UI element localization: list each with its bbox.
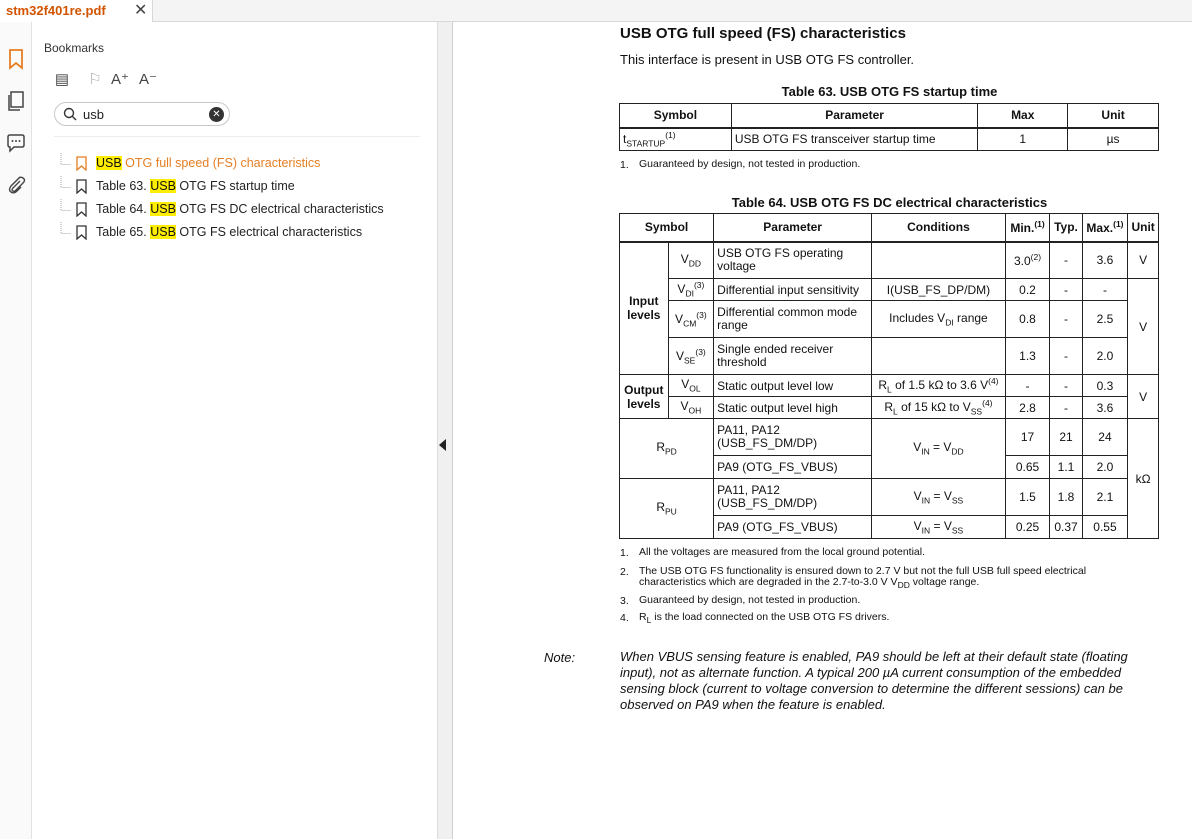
bookmark-icon <box>75 156 88 171</box>
table-63-caption: Table 63. USB OTG FS startup time <box>781 84 998 99</box>
collapse-panel-icon[interactable] <box>439 439 446 451</box>
table-cell <box>872 338 1006 375</box>
table-header: Parameter <box>714 214 872 242</box>
section-title: USB OTG full speed (FS) characteristics <box>620 25 906 42</box>
table-cell: $V_{OH}$ <box>668 397 714 419</box>
table-cell: PA9 (OTG_FS_VBUS) <box>714 516 872 539</box>
table-cell: $R_L$ of 15 kΩ to $V_{SS}^{(4)}$ <box>872 397 1006 419</box>
table-cell: - <box>1050 397 1082 419</box>
table-cell: Differential input sensitivity <box>714 279 872 301</box>
table-64 <box>619 213 1159 539</box>
table-cell: Single ended receiver threshold <box>714 338 872 375</box>
table-cell: $R_{PD}$ <box>620 419 714 479</box>
table-cell: 2.0 <box>1082 338 1128 375</box>
search-highlight: USB <box>150 179 176 193</box>
table-cell: 24 <box>1082 419 1128 456</box>
document-page <box>454 22 1192 839</box>
table-cell: Includes $V_{DI}$ range <box>872 301 1006 338</box>
table-cell: 3.6 <box>1082 397 1128 419</box>
add-bookmark-icon[interactable]: ⚐ <box>88 71 102 88</box>
table-header: Unit <box>1128 214 1159 242</box>
table-row <box>620 375 1159 397</box>
table-cell: $V_{OL}$ <box>668 375 714 397</box>
table-header: Symbol <box>620 214 714 242</box>
tab-bar <box>0 0 1192 22</box>
table-cell: - <box>1050 279 1082 301</box>
table-cell: 0.3 <box>1082 375 1128 397</box>
table-row <box>620 479 1159 516</box>
table-cell: 2.5 <box>1082 301 1128 338</box>
table-cell: PA11, PA12 (USB_FS_DM/DP) <box>714 419 872 456</box>
tree-connector <box>60 199 72 222</box>
table-cell: 2.1 <box>1082 479 1128 516</box>
clear-search-icon[interactable]: ✕ <box>209 107 224 122</box>
panel-title: Bookmarks <box>44 41 105 55</box>
table-header: Conditions <box>872 214 1006 242</box>
table-cell: I(USB_FS_DP/DM) <box>872 279 1006 301</box>
bookmark-list <box>60 153 430 245</box>
tab-title[interactable]: stm32f401re.pdf <box>6 3 106 18</box>
table-cell: - <box>1050 301 1082 338</box>
table-header: Parameter <box>731 104 977 128</box>
table-cell: V <box>1128 242 1159 279</box>
table-cell: kΩ <box>1128 419 1159 539</box>
table-cell: 1 <box>978 128 1068 151</box>
table-cell: µs <box>1068 128 1159 151</box>
table-cell: $V_{IN} = V_{DD}$ <box>872 419 1006 479</box>
table-row <box>620 301 1159 338</box>
table-cell: $V_{IN} = V_{SS}$ <box>872 479 1006 516</box>
table-cell: - <box>1005 375 1050 397</box>
decrease-font-icon[interactable]: A⁻ <box>139 71 157 88</box>
table-header: Unit <box>1068 104 1159 128</box>
bookmark-icon[interactable] <box>5 48 27 70</box>
bookmark-icon <box>75 225 88 240</box>
bookmark-item[interactable]: Table 63. USB OTG FS startup time <box>60 176 430 199</box>
increase-font-icon[interactable]: A⁺ <box>111 71 129 88</box>
table-cell: Static output level high <box>714 397 872 419</box>
document-tab[interactable] <box>0 0 153 22</box>
table-cell: PA9 (OTG_FS_VBUS) <box>714 456 872 479</box>
close-tab-icon[interactable]: ✕ <box>134 2 148 19</box>
bookmark-item[interactable]: Table 65. USB OTG FS electrical characteristics <box>60 222 430 245</box>
table-cell: 0.2 <box>1005 279 1050 301</box>
table-cell <box>872 242 1006 279</box>
footnote: 2. The USB OTG FS functionality is ensured down to 2.7 V but not the full USB full speed electrical characteristics which are degraded in the 2.7-to-3.0 V $V_{DD}$ voltage range. <box>620 565 1087 591</box>
sidebar-rail <box>0 22 32 839</box>
table-cell: Static output level low <box>714 375 872 397</box>
table-cell: 0.25 <box>1005 516 1050 539</box>
table-cell: USB OTG FS operating voltage <box>714 242 872 279</box>
tree-connector <box>60 153 72 176</box>
tree-connector <box>60 222 72 245</box>
search-icon <box>63 107 77 121</box>
table-cell: USB OTG FS transceiver startup time <box>731 128 977 151</box>
bookmark-search <box>54 102 230 126</box>
table-cell: $R_L$ of 1.5 kΩ to 3.6 $V^{(4)}$ <box>872 375 1006 397</box>
search-highlight: USB <box>96 156 122 170</box>
table-cell: 0.8 <box>1005 301 1050 338</box>
table-cell: $R_{PU}$ <box>620 479 714 539</box>
table-row <box>620 242 1159 279</box>
section-intro: This interface is present in USB OTG FS controller. <box>620 52 915 67</box>
footnote: 1. All the voltages are measured from the local ground potential. <box>620 546 925 559</box>
search-input[interactable] <box>83 106 203 122</box>
expand-all-icon[interactable]: ▤ <box>54 71 70 88</box>
table-cell: Differential common mode range <box>714 301 872 338</box>
table-cell: $V_{CM}^{(3)}$ <box>668 301 714 338</box>
table-cell: - <box>1050 375 1082 397</box>
table-cell: 2.0 <box>1082 456 1128 479</box>
search-highlight: USB <box>150 202 176 216</box>
table-row <box>620 397 1159 419</box>
table-cell: 3.0$^{(2)}$ <box>1005 242 1050 279</box>
table-cell: $V_{DI}^{(3)}$ <box>668 279 714 301</box>
table-cell: - <box>1082 279 1128 301</box>
bookmark-item[interactable]: USB OTG full speed (FS) characteristics <box>60 153 430 176</box>
table-row <box>620 338 1159 375</box>
table-cell: 0.37 <box>1050 516 1082 539</box>
table-cell: 1.5 <box>1005 479 1050 516</box>
tree-connector <box>60 176 72 199</box>
table-header: Min.$^{(1)}$ <box>1005 214 1050 242</box>
table-cell: 0.65 <box>1005 456 1050 479</box>
bookmarks-panel <box>32 22 437 839</box>
table-64-caption: Table 64. USB OTG FS DC electrical characteristics <box>731 195 1048 210</box>
table-row <box>620 419 1159 456</box>
table-cell: PA11, PA12 (USB_FS_DM/DP) <box>714 479 872 516</box>
table-row <box>620 279 1159 301</box>
bookmark-icon <box>75 202 88 217</box>
table-header: Typ. <box>1050 214 1082 242</box>
table-header: Symbol <box>620 104 732 128</box>
search-highlight: USB <box>150 225 176 239</box>
table-cell: 21 <box>1050 419 1082 456</box>
pages-icon[interactable] <box>5 90 27 112</box>
table-cell: 3.6 <box>1082 242 1128 279</box>
group-label: Output levels <box>620 375 669 419</box>
table-cell: 1.8 <box>1050 479 1082 516</box>
footnote: 3. Guaranteed by design, not tested in production. <box>620 594 861 607</box>
bookmark-icon <box>75 179 88 194</box>
panel-splitter[interactable] <box>437 22 453 839</box>
table-cell: V <box>1128 375 1159 419</box>
table-cell: 2.8 <box>1005 397 1050 419</box>
table-header: Max.$^{(1)}$ <box>1082 214 1128 242</box>
table-63 <box>619 103 1159 151</box>
bookmark-item[interactable]: Table 64. USB OTG FS DC electrical characteristics <box>60 199 430 222</box>
note-text: When VBUS sensing feature is enabled, PA9 should be left at their default state (floating input), not as alternate function. A typical 200 µA current consumption of the embedded sensing block (current to voltage conversion to determine the different sessions) can be observed on PA9 when the feature is enabled. <box>620 649 1128 712</box>
table-row <box>620 128 1159 151</box>
table-cell: $V_{DD}$ <box>668 242 714 279</box>
table-cell: $V_{IN} = V_{SS}$ <box>872 516 1006 539</box>
table-cell: $t_{STARTUP}^{(1)}$ <box>620 128 732 151</box>
table-cell: 1.1 <box>1050 456 1082 479</box>
table-cell: - <box>1050 338 1082 375</box>
table-cell: 17 <box>1005 419 1050 456</box>
table-cell: 0.55 <box>1082 516 1128 539</box>
comment-icon[interactable] <box>5 132 27 154</box>
table-cell: V <box>1128 279 1159 375</box>
divider <box>54 136 420 137</box>
table-header: Max <box>978 104 1068 128</box>
footnote: 4. $R_L$ is the load connected on the USB OTG FS drivers. <box>620 611 890 626</box>
note-label: Note: <box>544 650 576 665</box>
footnote: 1. Guaranteed by design, not tested in production. <box>620 158 861 171</box>
group-label: Input levels <box>620 242 669 375</box>
table-cell: - <box>1050 242 1082 279</box>
table-cell: 1.3 <box>1005 338 1050 375</box>
attachment-icon[interactable] <box>5 174 27 196</box>
table-cell: $V_{SE}^{(3)}$ <box>668 338 714 375</box>
